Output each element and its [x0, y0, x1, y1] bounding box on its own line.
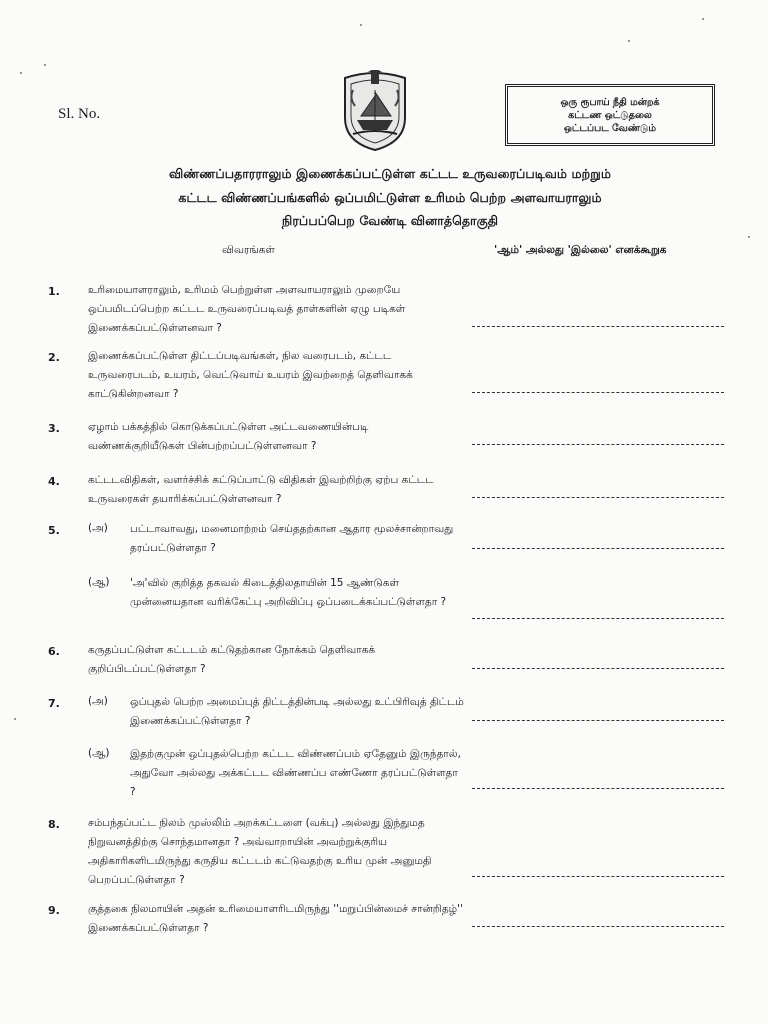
question-number: 1. [48, 285, 60, 298]
answer-line[interactable] [472, 497, 724, 498]
sub-question-label: (அ) [88, 695, 108, 707]
question-text: கட்டடவிதிகள், வளர்ச்சிக் கட்டுப்பாட்டு விதிகள் இவற்றிற்கு ஏற்ப கட்டட உருவரைகள் தயாரிக்கப்பட்டுள்ளனவா ? [88, 474, 434, 505]
question-number: 6. [48, 645, 60, 658]
answer-line[interactable] [472, 876, 724, 877]
answer-line[interactable] [472, 392, 724, 393]
question-text: பட்டாவாவது, மனைமாற்றம் செய்ததற்கான ஆதார மூலச்சான்றாவது தரப்பட்டுள்ளதா ? [130, 523, 454, 554]
scan-speck [44, 64, 46, 66]
question-number: 9. [48, 904, 60, 917]
scan-speck [20, 72, 22, 74]
scan-speck [14, 718, 16, 720]
court-fee-stamp-box [505, 84, 715, 146]
answer-line[interactable] [472, 668, 724, 669]
question-number: 5. [48, 524, 60, 537]
question-text: ஏழாம் பக்கத்தில் கொடுக்கப்பட்டுள்ள அட்டவணையின்படி வண்ணக்குறியீடுகள் பின்பற்றப்பட்டுள்ளனவா ? [88, 421, 369, 452]
scan-speck [628, 40, 630, 42]
question-text: ஒப்புதல் பெற்ற அமைப்புத் திட்டத்தின்படி அல்லது உட்பிரிவுத் திட்டம் இணைக்கப்பட்டுள்ளதா ? [130, 696, 464, 727]
title-line1: விண்ணப்பதாரராலும் இணைக்கப்பட்டுள்ள கட்டட உருவரைப்படிவம் மற்றும் [168, 166, 611, 181]
question-number: 4. [48, 475, 60, 488]
answer-line[interactable] [472, 788, 724, 789]
scan-speck [702, 18, 704, 20]
question-text: இதற்குமுன் ஒப்புதல்பெற்ற கட்டட விண்ணப்பம் ஏதேனும் இருந்தால், அதுவோ அல்லது அக்கட்டட விண்ணப்ப எண்ணோ தரப்பட்டுள்ளதா ? [130, 748, 461, 798]
question-text: குத்தகை நிலமாயின் அதன் உரிமையாளரிடமிருந்து ''மறுப்பின்மைச் சான்றிதழ்'' இணைக்கப்பட்டுள்ளதா ? [88, 903, 463, 934]
answer-line[interactable] [472, 326, 724, 327]
question-text: சம்பந்தப்பட்ட நிலம் முஸ்லிம் அறக்கட்டளை (வக்பு) அல்லது இந்துமத நிறுவனத்திற்கு சொந்தமானதா ? அவ்வாறாயின் அவற்றுக்குரிய அதிகாரிகளிடமிருந்து கருதிய கட்டடம் கட்டுவதற்கு உரிய முன் அனுமதி பெறப்பட்டுள்ளதா ? [88, 817, 432, 886]
column-header-answer: 'ஆம்' அல்லது 'இல்லை' எனக்கூறுக [494, 244, 667, 256]
sub-question-label: (ஆ) [88, 576, 110, 588]
answer-line[interactable] [472, 720, 724, 721]
stamp-box-line2: கட்டண ஒட்டுதலை [568, 109, 652, 121]
answer-line[interactable] [472, 618, 724, 619]
stamp-box-line3: ஒட்டப்பட வேண்டும் [563, 122, 657, 134]
answer-line[interactable] [472, 444, 724, 445]
question-number: 8. [48, 818, 60, 831]
stamp-box-line1: ஒரு ரூபாய் நீதி மன்றக் [560, 96, 660, 108]
sub-question-label: (ஆ) [88, 747, 110, 759]
serial-number-label: Sl. No. [58, 106, 101, 122]
question-number: 3. [48, 422, 60, 435]
question-text: இணைக்கப்பட்டுள்ள திட்டப்படிவங்கள், நில வரைபடம், கட்டட உருவரைபடம், உயரம், வெட்டுவாய் உயரம் இவற்றைத் தெளிவாகக் காட்டுகின்றனவா ? [88, 350, 413, 400]
scan-speck [748, 236, 750, 238]
question-number: 7. [48, 697, 60, 710]
state-emblem-icon [335, 70, 415, 152]
title-line3: நிரப்பப்பெற வேண்டி வினாத்தொகுதி [281, 213, 499, 228]
answer-line[interactable] [472, 926, 724, 927]
title-line2: கட்டட விண்ணப்பங்களில் ஒப்பமிட்டுள்ள உரிமம் பெற்ற அளவாயராலும் [178, 190, 602, 205]
answer-line[interactable] [472, 548, 724, 549]
question-number: 2. [48, 351, 60, 364]
scan-speck [360, 24, 362, 26]
column-header-details: விவரங்கள் [222, 244, 275, 256]
sub-question-label: (அ) [88, 522, 108, 534]
question-text: உரிமையாளராலும், உரிமம் பெற்றுள்ள அளவாயராலும் முறையே ஒப்பமிடப்பெற்ற கட்டட உருவரைப்படிவத் தாள்களின் ஏழு படிகள் இணைக்கப்பட்டுள்ளனவா ? [88, 284, 406, 334]
question-text: கருதப்பட்டுள்ள கட்டடம் கட்டுதற்கான நோக்கம் தெளிவாகக் குறிப்பிடப்பட்டுள்ளதா ? [88, 644, 376, 675]
question-text: 'அ'வில் குறித்த தகவல் கிடைத்திலதாயின் 15 ஆண்டுகள் முன்னையதான வரிக்கேட்பு அறிவிப்பு ஒப்படைக்கப்பட்டுள்ளதா ? [130, 577, 447, 608]
